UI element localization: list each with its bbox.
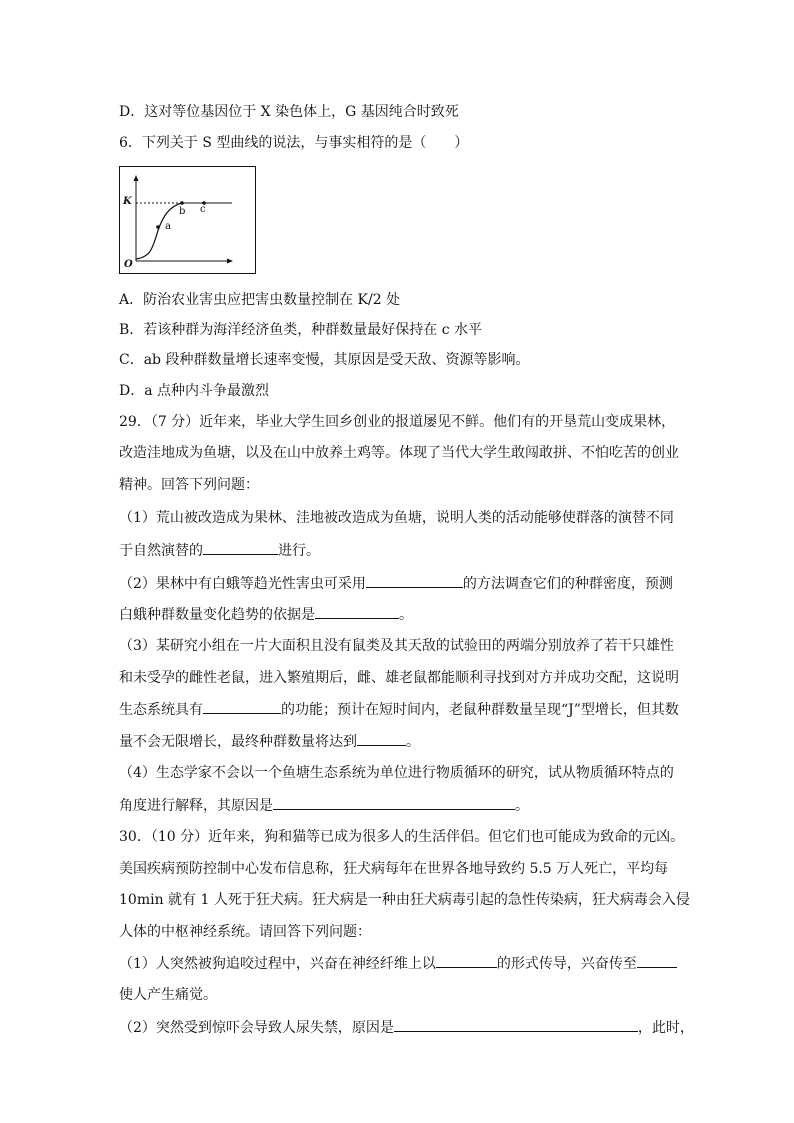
option-d: D．a 点种内斗争最激烈 (119, 383, 270, 399)
y-axis-arrow (134, 175, 139, 181)
answer-blank[interactable] (637, 953, 677, 968)
text-segment: 。 (399, 607, 413, 623)
question-29-line-2: 改造洼地成为鱼塘，以及在山中放养土鸡等。体现了当代大学生敢闯敢拼、不怕吃苦的创业 (119, 445, 679, 461)
answer-blank[interactable] (357, 731, 406, 746)
s-curve (136, 203, 182, 259)
question-30-part-1-line-2: 使人产生痛觉。 (119, 987, 217, 1003)
answer-blank[interactable] (436, 953, 497, 968)
question-29-part-4-line-1: （4）生态学家不会以一个鱼塘生态系统为单位进行物质循环的研究，试从物质循环特点的 (119, 765, 674, 781)
question-29-part-1-line-1: （1）荒山被改造成为果林、洼地被改造成为鱼塘，说明人类的活动能够使群落的演替不同 (119, 510, 674, 526)
text-segment: 的方法调查它们的种群密度，预测 (462, 576, 673, 592)
question-29-part-1-line-2 (119, 540, 320, 561)
answer-blank[interactable] (203, 540, 278, 555)
text-segment: 生态系统具有 (119, 702, 203, 718)
text-segment: 的形式传导，兴奋传至 (496, 956, 637, 972)
point-a (156, 225, 160, 229)
question-30-line-4: 人体的中枢神经系统。请回答下列问题： (119, 924, 371, 940)
option-c: C．ab 段种群数量增长速率变慢，其原因是受天敌、资源等影响。 (119, 352, 530, 368)
question-30-line-1: 30．（10 分）近年来，狗和猫等已成为很多人的生活伴侣。但它们也可能成为致命的元凶。 (119, 829, 685, 845)
answer-blank[interactable] (366, 573, 463, 588)
text-segment: 于自然演替的 (119, 543, 203, 559)
text-segment: 量不会无限增长，最终种群数量将达到 (119, 734, 357, 750)
x-axis-arrow (227, 259, 233, 264)
question-29-part-2-line-2 (119, 604, 413, 625)
point-b (180, 201, 184, 205)
answer-blank[interactable] (203, 699, 281, 714)
question-29-line-3: 精神。回答下列问题： (119, 477, 259, 493)
question-29-part-3-line-4 (119, 731, 420, 752)
s-curve-figure (119, 166, 256, 274)
text-segment: （2）果林中有白蛾等趋光性害虫可采用 (119, 576, 366, 592)
k-label: K (123, 196, 132, 207)
answer-blank[interactable] (315, 604, 399, 619)
question-29-line-1: 29．（7 分）近年来，毕业大学生回乡创业的报道屡见不鲜。他们有的开垦荒山变成果林， (119, 414, 676, 430)
text-segment: 角度进行解释，其原因是 (119, 798, 273, 814)
option-b: B．若该种群为海洋经济鱼类，种群数量最好保持在 c 水平 (119, 322, 483, 338)
answer-blank[interactable] (394, 1017, 638, 1032)
point-b-label: b (179, 206, 186, 217)
question-30-part-1-line-1 (119, 953, 677, 974)
text-segment: 。 (406, 734, 420, 750)
text-segment: （1）人突然被狗追咬过程中，兴奋在神经纤维上以 (119, 956, 436, 972)
text-segment: 的功能；预计在短时间内，老鼠种群数量呈现“J”型增长，但其数 (281, 702, 679, 718)
text-segment: ，此时， (637, 1020, 694, 1036)
point-a-label: a (165, 221, 171, 232)
question-6-stem: 6．下列关于 S 型曲线的说法，与事实相符的是（ ） (119, 135, 469, 151)
s-curve-graph (120, 167, 257, 275)
text-segment: 。 (515, 798, 529, 814)
question-30-line-3: 10min 就有 1 人死于狂犬病。狂犬病是一种由狂犬病毒引起的急性传染病，狂犬病毒会入侵 (119, 892, 690, 908)
question-29-part-3-line-2: 和未受孕的雌性老鼠，进入繁殖期后，雌、雄老鼠都能顺利寻找到对方并成功交配，这说明 (119, 670, 679, 686)
question-29-part-4-line-2 (119, 795, 529, 816)
text-segment: 进行。 (278, 543, 320, 559)
question-29-part-3-line-3 (119, 699, 679, 720)
option-d-prev: D．这对等位基因位于 X 染色体上，G 基因纯合时致死 (119, 104, 459, 120)
question-29-part-2-line-1 (119, 573, 673, 594)
option-a: A．防治农业害虫应把害虫数量控制在 K/2 处 (119, 292, 401, 308)
question-30-line-2: 美国疾病预防控制中心发布信息称，狂犬病每年在世界各地导致约 5.5 万人死亡，平均每 (119, 861, 669, 877)
question-30-part-2-line-1 (119, 1017, 694, 1038)
text-segment: （2）突然受到惊吓会导致人尿失禁，原因是 (119, 1020, 394, 1036)
text-segment: 白蛾种群数量变化趋势的依据是 (119, 607, 315, 623)
question-29-part-3-line-1: （3）某研究小组在一片大面积且没有鼠类及其天敌的试验田的两端分别放养了若干只雄性 (119, 638, 674, 654)
answer-blank[interactable] (273, 795, 515, 810)
origin-label: O (124, 259, 133, 270)
point-c-label: c (200, 204, 206, 215)
